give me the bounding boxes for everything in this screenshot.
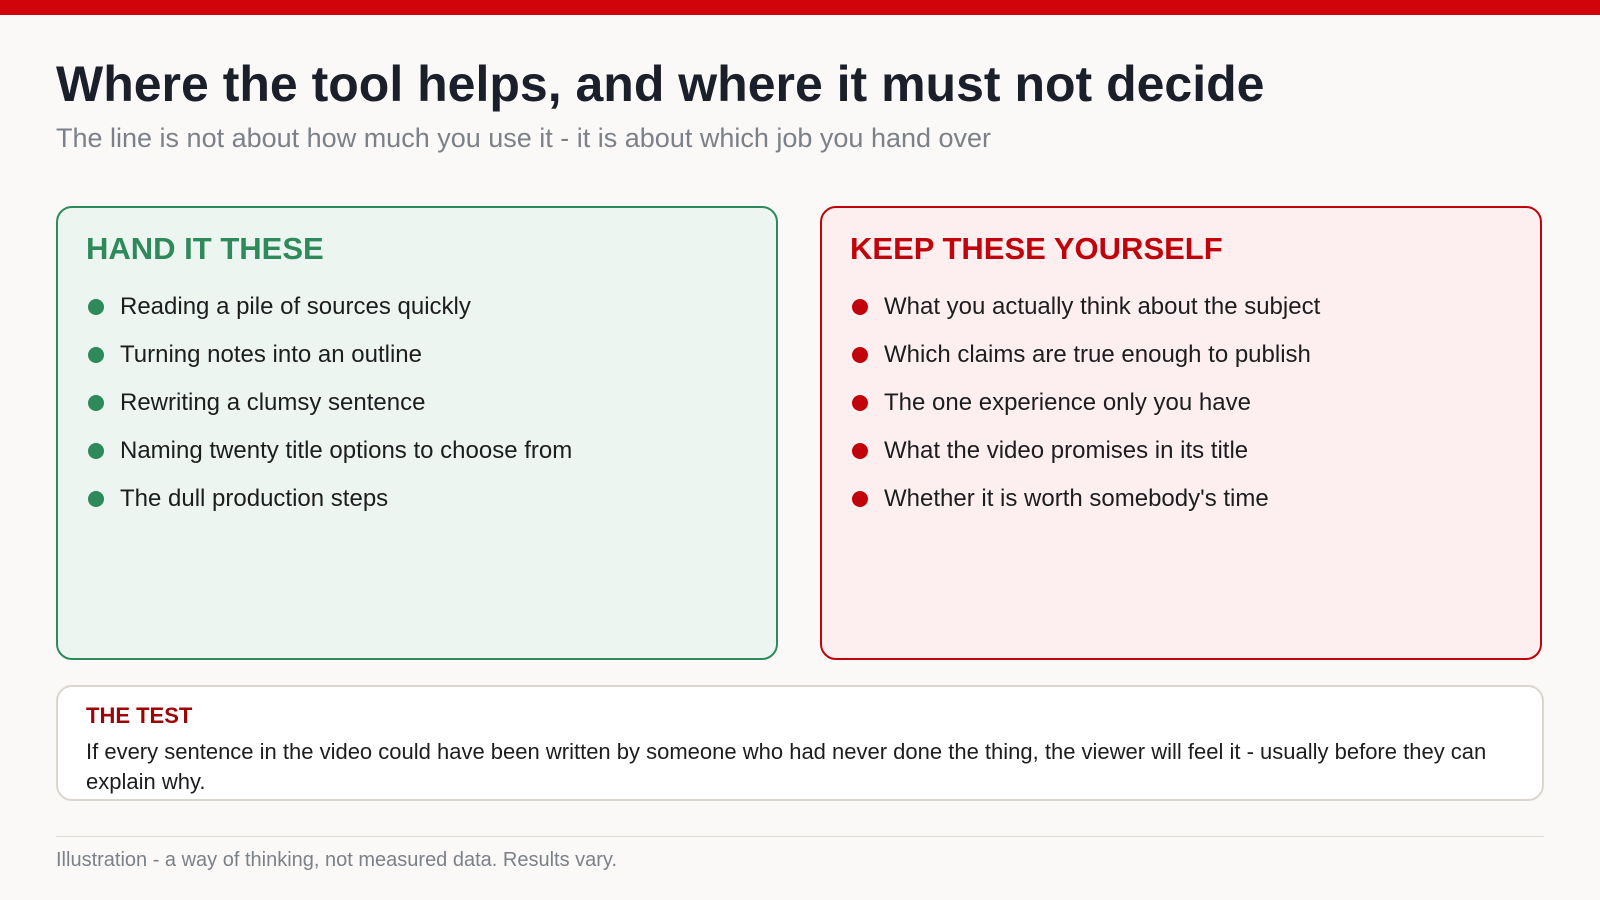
list-item-label: Naming twenty title options to choose from	[120, 437, 573, 465]
green-dot-icon	[88, 347, 104, 363]
list-item	[86, 475, 748, 523]
list-item	[850, 475, 1512, 523]
the-test-heading: THE TEST	[86, 703, 193, 728]
list-item-label: Whether it is worth somebody's time	[884, 485, 1269, 513]
green-dot-icon	[88, 299, 104, 315]
list-item	[86, 331, 748, 379]
hand-it-these-heading: HAND IT THESE	[86, 231, 324, 266]
the-test-callout	[56, 685, 1544, 801]
green-dot-icon	[88, 491, 104, 507]
list-item-label: Which claims are true enough to publish	[884, 341, 1311, 369]
list-item	[850, 331, 1512, 379]
page-title: Where the tool helps, and where it must not decide	[56, 56, 1265, 112]
list-item	[86, 379, 748, 427]
list-item	[850, 379, 1512, 427]
top-accent-bar	[0, 0, 1600, 15]
keep-these-yourself-list	[850, 283, 1512, 523]
list-item	[850, 427, 1512, 475]
hand-it-these-list	[86, 283, 748, 523]
list-item	[850, 283, 1512, 331]
red-dot-icon	[852, 347, 868, 363]
footnote: Illustration - a way of thinking, not measured data. Results vary.	[56, 849, 618, 871]
keep-these-yourself-heading: KEEP THESE YOURSELF	[850, 231, 1223, 266]
list-item-label: Reading a pile of sources quickly	[120, 293, 471, 321]
list-item-label: What the video promises in its title	[884, 437, 1249, 465]
list-item-label: Turning notes into an outline	[120, 341, 422, 369]
the-test-text: If every sentence in the video could have been written by someone who had never done the thing, the viewer will feel it - usually before they can explain why.	[86, 739, 1487, 794]
red-dot-icon	[852, 395, 868, 411]
footer-divider	[56, 836, 1544, 837]
list-item-label: The dull production steps	[120, 485, 389, 513]
page-subtitle: The line is not about how much you use it - it is about which job you hand over	[56, 123, 992, 153]
list-item-label: Rewriting a clumsy sentence	[120, 389, 426, 417]
hand-it-these-panel	[56, 206, 778, 660]
list-item	[86, 283, 748, 331]
list-item-label: The one experience only you have	[884, 389, 1251, 417]
green-dot-icon	[88, 395, 104, 411]
list-item	[86, 427, 748, 475]
green-dot-icon	[88, 443, 104, 459]
keep-these-yourself-panel	[820, 206, 1542, 660]
red-dot-icon	[852, 491, 868, 507]
red-dot-icon	[852, 443, 868, 459]
red-dot-icon	[852, 299, 868, 315]
list-item-label: What you actually think about the subject	[884, 293, 1321, 321]
